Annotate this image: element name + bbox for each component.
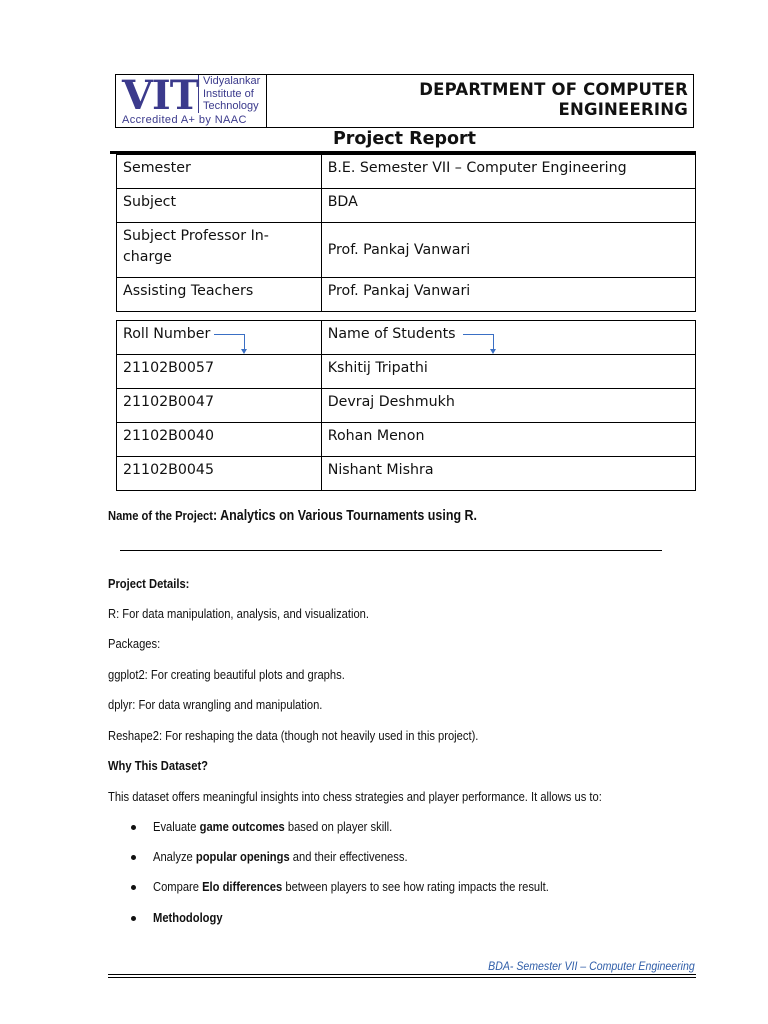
subject-value: BDA (321, 189, 695, 223)
student-name-cell: Rohan Menon (321, 423, 695, 457)
list-item-text: based on player skill. (284, 819, 393, 834)
why-dataset-heading: Why This Dataset? (108, 758, 209, 773)
bullet-icon (131, 885, 136, 890)
bullet-icon (131, 825, 136, 830)
department-line-1: DEPARTMENT OF COMPUTER (419, 80, 688, 99)
arrow-down-icon (490, 349, 496, 354)
logo-words (198, 75, 269, 113)
r-description: R: For data manipulation, analysis, and visualization. (108, 606, 370, 621)
vit-logo (116, 72, 267, 127)
roll-number-cell: 21102B0047 (117, 389, 322, 423)
roll-number-cell: 21102B0045 (117, 457, 322, 491)
assisting-teachers-label: Assisting Teachers (117, 278, 322, 312)
subject-label: Subject (117, 189, 322, 223)
student-table (116, 320, 696, 491)
list-item (153, 849, 408, 864)
student-name-cell: Kshitij Tripathi (321, 355, 695, 389)
project-name-label: Name of the Project (108, 508, 214, 523)
ggplot2-description: ggplot2: For creating beautiful plots and graphs. (108, 667, 345, 682)
semester-label: Semester (117, 155, 322, 189)
list-item-text: Compare (153, 879, 203, 894)
student-name-header: Name of Students (321, 321, 695, 355)
list-item (153, 819, 392, 834)
list-item (153, 879, 549, 894)
list-item (153, 910, 223, 925)
table-row (117, 423, 696, 457)
table-row (117, 189, 696, 223)
logo-word-3: Technology (203, 100, 259, 112)
roll-number-cell: 21102B0057 (117, 355, 322, 389)
logo-word-2: Institute of (203, 87, 254, 100)
column-arrow-line (214, 334, 245, 335)
logo-mark: VIT (122, 72, 199, 119)
reshape2-description: Reshape2: For reshaping the data (though not heavily used in this project). (108, 728, 479, 743)
divider-line (120, 550, 662, 551)
professor-label: Subject Professor In-charge (117, 223, 322, 278)
list-item-text: Evaluate (153, 819, 200, 834)
roll-number-header: Roll Number (117, 321, 322, 355)
project-name (108, 508, 477, 524)
table-row (117, 457, 696, 491)
table-header-row (117, 321, 696, 355)
list-item-emphasis: game outcomes (199, 819, 285, 834)
table-row (117, 355, 696, 389)
list-item-emphasis: Methodology (153, 910, 223, 925)
bullet-icon (131, 916, 136, 921)
report-title: Project Report (332, 129, 477, 149)
footer-text: BDA- Semester VII – Computer Engineering (488, 959, 695, 973)
list-item-text: between players to see how rating impacts the result. (282, 879, 549, 894)
footer-rule (108, 977, 696, 978)
table-row (117, 223, 696, 278)
semester-value: B.E. Semester VII – Computer Engineering (321, 155, 695, 189)
list-item-emphasis: popular openings (195, 849, 290, 864)
table-row (117, 155, 696, 189)
department-line-2: ENGINEERING (558, 100, 688, 119)
why-dataset-text: This dataset offers meaningful insights into chess strategies and player performance. It allows us to: (108, 789, 602, 804)
student-name-cell: Devraj Deshmukh (321, 389, 695, 423)
dplyr-description: dplyr: For data wrangling and manipulation. (108, 697, 323, 712)
student-name-cell: Nishant Mishra (321, 457, 695, 491)
packages-label: Packages: (108, 636, 161, 651)
project-name-value: : Analytics on Various Tournaments using R. (213, 508, 477, 524)
department-name (300, 80, 688, 120)
footer-rule (108, 974, 696, 975)
column-arrow-drop (493, 334, 494, 349)
professor-value: Prof. Pankaj Vanwari (321, 223, 695, 278)
logo-word-1: Vidyalankar (203, 75, 261, 87)
list-item-emphasis: Elo differences (202, 879, 283, 894)
logo-accreditation: Accredited A+ by NAAC (122, 114, 247, 126)
project-details-heading: Project Details: (108, 576, 190, 591)
table-row (117, 389, 696, 423)
arrow-down-icon (241, 349, 247, 354)
subject-info-table (116, 154, 696, 312)
list-item-text: Analyze (153, 849, 196, 864)
column-arrow-line (463, 334, 494, 335)
list-item-text: and their effectiveness. (289, 849, 408, 864)
roll-number-cell: 21102B0040 (117, 423, 322, 457)
assisting-teachers-value: Prof. Pankaj Vanwari (321, 278, 695, 312)
column-arrow-drop (244, 334, 245, 349)
bullet-icon (131, 855, 136, 860)
table-row (117, 278, 696, 312)
